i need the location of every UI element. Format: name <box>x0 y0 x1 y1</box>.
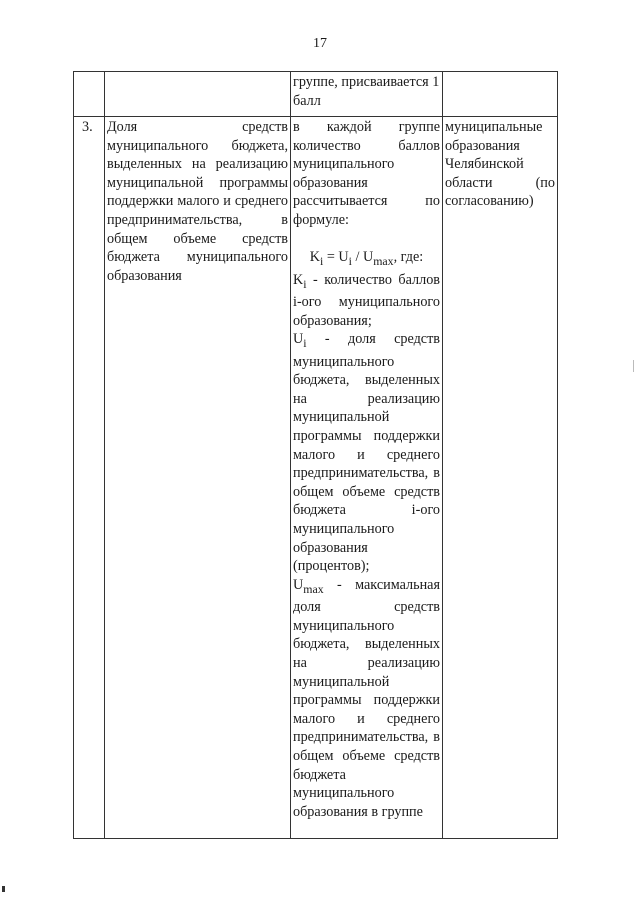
cell-data-source: муниципальные образования Челябинской области (по согласованию) <box>443 117 558 839</box>
cell-calculation-method <box>291 72 443 117</box>
definition-k <box>293 271 440 331</box>
cell-calculation-method <box>291 117 443 839</box>
formula-spacer <box>293 230 440 249</box>
scan-mark <box>633 360 634 372</box>
method-intro: в каждой группе количество баллов муниципального образования рассчитывается по формуле: <box>293 119 440 228</box>
cell-number: 3. <box>74 117 105 839</box>
def-u-sub: i <box>303 336 307 351</box>
formula-k: K <box>309 249 320 266</box>
formula-umax-sub: max <box>373 253 394 268</box>
scan-mark <box>2 886 5 892</box>
def-u-text: - доля средств муниципального бюджета, выделенных на реализацию муниципальной программы поддержки малого и среднего предпринимательства, в общем объеме средств бюджета i-ого муниципального образования (процентов); <box>293 331 440 575</box>
formula-eq: = U <box>323 249 349 266</box>
def-k-symbol: K <box>293 271 304 288</box>
method-text: группе, присваивается 1 балл <box>293 74 440 109</box>
def-k-text: - количество баллов i-ого муниципального образования; <box>293 271 440 329</box>
definition-u <box>293 330 440 576</box>
formula-div: / U <box>351 249 374 266</box>
formula-u-sub: i <box>348 253 352 268</box>
cell-indicator-name <box>105 72 291 117</box>
formula-k-sub: i <box>319 253 324 268</box>
criteria-table <box>73 71 558 839</box>
cell-number <box>74 72 105 117</box>
cell-indicator-name: Доля средств муниципального бюджета, выделенных на реализацию муниципальной программы поддержки малого и среднего предпринимательства, в общем объеме средств бюджета муниципального образования <box>105 117 291 839</box>
table-row-3 <box>74 117 558 839</box>
def-umax-symbol: U <box>293 576 304 593</box>
def-k-sub: i <box>303 276 307 291</box>
definition-umax <box>293 576 440 822</box>
def-umax-sub: max <box>303 581 324 596</box>
formula <box>293 248 440 270</box>
cell-data-source <box>443 72 558 117</box>
formula-end: , где: <box>393 249 424 266</box>
def-umax-text: - максимальная доля средств муниципального бюджета, выделенных на реализацию муниципальной программы поддержки малого и среднего предпринимательства, в общем объеме средств бюджета муниципального образования в группе <box>293 576 440 820</box>
table-row-continued <box>74 72 558 117</box>
page-number: 17 <box>313 36 327 51</box>
def-u-symbol: U <box>293 331 304 348</box>
